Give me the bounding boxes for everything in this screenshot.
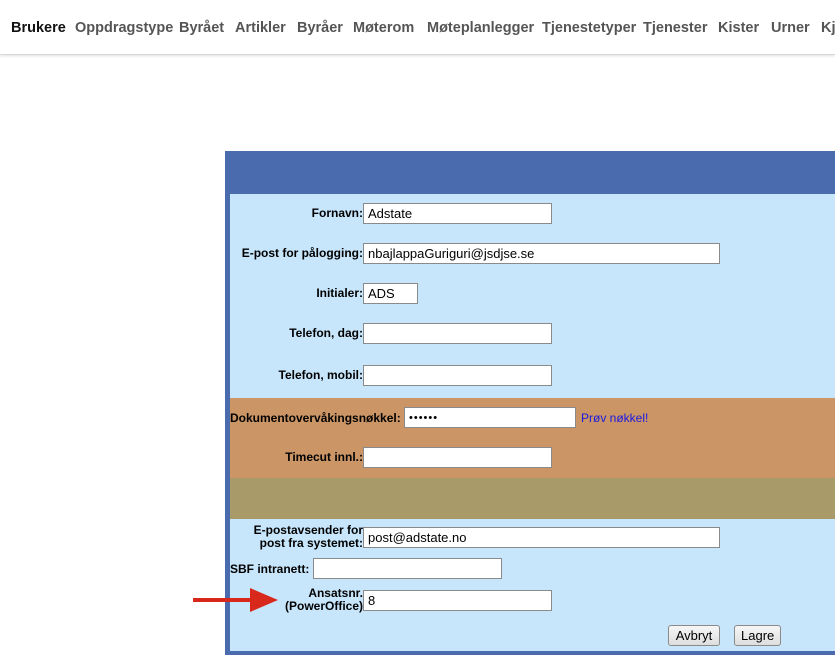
ansatt-input[interactable]: [363, 590, 552, 611]
nav-item-byraer[interactable]: Byråer: [297, 20, 343, 36]
telefon-dag-input[interactable]: [363, 323, 552, 344]
nav-item-oppdragstype[interactable]: Oppdragstype: [75, 20, 174, 36]
fornavn-input[interactable]: [363, 203, 552, 224]
epost-label: E-post for pålogging:: [241, 246, 363, 260]
save-button[interactable]: Lagre: [734, 625, 781, 646]
nav-item-byraet[interactable]: Byrået: [179, 20, 225, 36]
nav-item-brukere[interactable]: Brukere: [11, 20, 66, 36]
ansatt-label-line1: Ansatsnr.: [308, 586, 363, 600]
initialer-label: Initialer:: [316, 286, 363, 300]
cancel-button[interactable]: Avbryt: [668, 625, 720, 646]
fornavn-label: Fornavn:: [311, 206, 363, 220]
ansatt-label-line2: (PowerOffice): [284, 599, 363, 613]
sbf-intranett-input[interactable]: [313, 558, 502, 579]
section-separator: [230, 478, 835, 519]
epostavsender-label-line1: E-postavsender for: [253, 523, 363, 537]
nav-item-tjenestetyper[interactable]: Tjenestetyper: [542, 20, 637, 36]
telefon-mobil-label: Telefon, mobil:: [278, 368, 363, 382]
nav-item-moteplanlegger[interactable]: Møteplanlegger: [427, 20, 535, 36]
red-arrow-icon: [192, 585, 280, 615]
form-header-bar: [225, 151, 835, 194]
nav-item-moterom[interactable]: Møterom: [353, 20, 415, 36]
nav-item-tjenester[interactable]: Tjenester: [643, 20, 708, 36]
nav-item-kj[interactable]: Kj: [821, 20, 835, 36]
epost-input[interactable]: [363, 243, 720, 264]
timecut-label: Timecut innl.:: [285, 450, 363, 464]
sbf-intranett-label: SBF intranett:: [230, 562, 310, 576]
epostavsender-input[interactable]: [363, 527, 720, 548]
dokument-label: Dokumentovervåkingsnøkkel:: [230, 411, 401, 425]
telefon-dag-label: Telefon, dag:: [289, 326, 363, 340]
dokument-key-input[interactable]: [404, 407, 576, 428]
nav-item-urner[interactable]: Urner: [771, 20, 810, 36]
nav-item-artikler[interactable]: Artikler: [235, 20, 286, 36]
initialer-input[interactable]: [363, 283, 418, 304]
top-navigation: [0, 0, 835, 55]
user-form-panel: [225, 151, 835, 655]
test-key-link[interactable]: Prøv nøkkel!: [581, 411, 649, 425]
telefon-mobil-input[interactable]: [363, 365, 552, 386]
timecut-input[interactable]: [363, 447, 552, 468]
epostavsender-label-line2: post fra systemet:: [259, 536, 363, 550]
nav-item-kister[interactable]: Kister: [718, 20, 760, 36]
